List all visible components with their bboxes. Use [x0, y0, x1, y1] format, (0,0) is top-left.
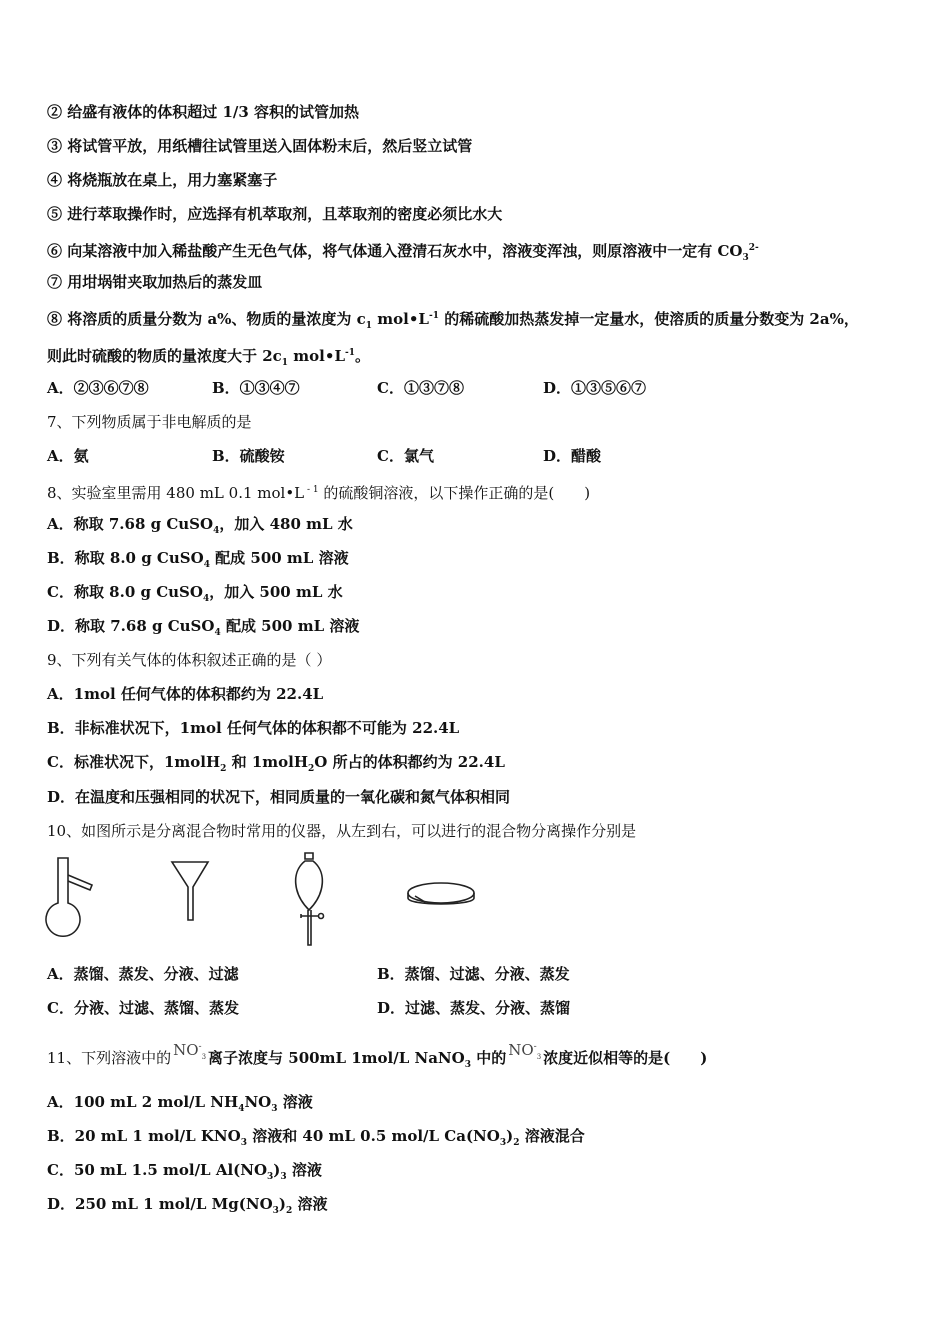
statement-5: ⑤ 进行萃取操作时，应选择有机萃取剂，且萃取剂的密度必须比水大: [47, 205, 503, 223]
q6-option-d[interactable]: D．①③⑤⑥⑦: [543, 379, 647, 397]
q8-option-a[interactable]: [47, 514, 353, 541]
s8-part-b: mol•L: [372, 310, 429, 328]
q8-b1: B．称取 8.0 g CuSO: [47, 549, 204, 567]
statement-8-line1: [47, 306, 859, 336]
q9-c-sub1: 2: [220, 764, 227, 774]
s8-part-e: mol•L: [288, 347, 345, 365]
s8-part-f: 。: [355, 347, 371, 365]
q9-option-a[interactable]: A．1mol 任何气体的体积都约为 22.4L: [47, 685, 324, 703]
q8-option-c[interactable]: [47, 582, 343, 609]
q11-a3: 溶液: [277, 1093, 313, 1111]
q6-option-c[interactable]: C．①③⑦⑧: [377, 379, 464, 397]
q11-c1: C．50 mL 1.5 mol/L Al(NO: [47, 1161, 268, 1179]
q9-option-d[interactable]: D．在温度和压强相同的状况下，相同质量的一氧化碳和氮气体积相同: [47, 788, 511, 806]
q8-stem: [47, 480, 590, 503]
q11-b3: ): [506, 1127, 514, 1145]
q8-c1: C．称取 8.0 g CuSO: [47, 583, 203, 601]
distillation-flask-icon: [40, 855, 100, 940]
s8-part-d: 则此时硫酸的物质的量浓度大于 2c: [47, 347, 282, 365]
statement-7: ⑦ 用坩埚钳夹取加热后的蒸发皿: [47, 273, 263, 291]
q11-option-c[interactable]: [47, 1160, 322, 1187]
nitrate-sup: -: [198, 1042, 202, 1052]
q11-b2: 溶液和 40 mL 0.5 mol/L Ca(NO: [246, 1127, 500, 1145]
q11-d-sub1: 3: [272, 1206, 279, 1216]
q11-a1: A．100 mL 2 mol/L NH: [47, 1093, 239, 1111]
q11-d1: D．250 mL 1 mol/L Mg(NO: [47, 1195, 273, 1213]
q8-a-sub: 4: [213, 526, 220, 536]
q10-option-a[interactable]: A．蒸馏、蒸发、分液、过滤: [47, 965, 239, 983]
q8-c-sub: 4: [202, 594, 210, 604]
q11-d3: 溶液: [292, 1195, 328, 1213]
q11-a2: NO: [244, 1093, 272, 1111]
nitrate-text: NO: [173, 1041, 199, 1059]
q8-a1: A．称取 7.68 g CuSO: [47, 515, 214, 533]
s8-sup1: -1: [428, 311, 439, 321]
q10-option-c[interactable]: C．分液、过滤、蒸馏、蒸发: [47, 999, 239, 1017]
nitrate-sup-2: -: [533, 1042, 537, 1052]
q11-c-sub2: 3: [280, 1172, 287, 1182]
q7-option-a[interactable]: A．氨: [47, 447, 89, 465]
q6-option-b[interactable]: B．①③④⑦: [212, 379, 300, 397]
q11-c3: 溶液: [286, 1161, 322, 1179]
funnel-icon: [168, 858, 213, 924]
q11-c-sub1: 3: [267, 1172, 274, 1182]
q8-b2: 配成 500 mL 溶液: [209, 549, 349, 567]
q8-stem-sup: - 1: [304, 485, 319, 495]
separatory-funnel-icon: [287, 850, 333, 948]
q8-d1: D．称取 7.68 g CuSO: [47, 617, 215, 635]
q9-stem: 9、下列有关气体的体积叙述正确的是（ ）: [47, 651, 332, 669]
q11-option-a[interactable]: [47, 1092, 313, 1119]
statement-4: ④ 将烧瓶放在桌上，用力塞紧塞子: [47, 171, 278, 189]
statement-6: [47, 238, 759, 268]
q8-c2: ，加入 500 mL 水: [209, 583, 343, 601]
q11-a-sub2: 3: [271, 1104, 278, 1114]
q8-option-d[interactable]: [47, 616, 359, 643]
s8-sup2: -1: [345, 348, 355, 358]
statement-8-line2: [47, 343, 370, 373]
q9-option-c[interactable]: [47, 752, 505, 779]
q7-option-c[interactable]: C．氯气: [377, 447, 434, 465]
q8-a2: ，加入 480 mL 水: [219, 515, 353, 533]
nitrate-ion-figure-2: [508, 1037, 541, 1067]
q11-stem-c: 中的: [470, 1049, 507, 1067]
q8-d-sub: 4: [214, 628, 221, 638]
q9-c1: C．标准状况下，1molH: [47, 753, 221, 771]
q11-b4: 溶液混合: [519, 1127, 585, 1145]
nitrate-sub: 3: [201, 1053, 207, 1061]
q8-stem-b: 的硫酸铜溶液，以下操作正确的是( ): [318, 484, 591, 502]
statement-2: ② 给盛有液体的体积超过 1/3 容积的试管加热: [47, 103, 360, 121]
q11-b1: B．20 mL 1 mol/L KNO: [47, 1127, 241, 1145]
q9-c3: O 所占的体积都约为 22.4L: [314, 753, 505, 771]
q11-c2: ): [273, 1161, 281, 1179]
q8-stem-a: 8、实验室里需用 480 mL 0.1 mol•L: [47, 484, 305, 502]
nitrate-ion-figure: [173, 1037, 206, 1067]
q11-d-sub2: 2: [286, 1206, 293, 1216]
q11-option-d[interactable]: [47, 1194, 328, 1221]
s8-part-c: 的稀硫酸加热蒸发掉一定量水，使溶质的质量分数变为 2a%，: [438, 310, 859, 328]
q11-stem-b: 离子浓度与 500mL 1mol/L NaNO: [208, 1049, 465, 1067]
evaporating-dish-icon: [403, 876, 479, 914]
q11-stem-d: 浓度近似相等的是( ): [543, 1049, 708, 1067]
statement-6-sub: 3: [742, 253, 749, 263]
statement-3: ③ 将试管平放，用纸槽往试管里送入固体粉末后，然后竖立试管: [47, 137, 473, 155]
q6-option-a[interactable]: A．②③⑥⑦⑧: [47, 379, 149, 397]
q9-option-b[interactable]: B．非标准状况下，1mol 任何气体的体积都不可能为 22.4L: [47, 719, 460, 737]
s8-sub1: 1: [365, 321, 373, 331]
q10-option-d[interactable]: D．过滤、蒸发、分液、蒸馏: [377, 999, 571, 1017]
nitrate-sub-2: 3: [536, 1053, 542, 1061]
q11-b-sub3: 2: [513, 1138, 520, 1148]
q9-c2: 和 1molH: [226, 753, 309, 771]
q11-stem-sub: 3: [464, 1060, 471, 1070]
statement-6-text: ⑥ 向某溶液中加入稀盐酸产生无色气体，将气体通入澄清石灰水中，溶液变浑浊，则原溶液中一定有 CO: [47, 242, 743, 260]
s8-sub2: 1: [281, 358, 289, 368]
statement-6-sup: 2-: [748, 243, 759, 253]
q9-c-sub2: 2: [308, 764, 315, 774]
q11-stem: [47, 1041, 708, 1075]
s8-part-a: ⑧ 将溶质的质量分数为 a%、物质的量浓度为 c: [47, 310, 366, 328]
q10-stem: 10、如图所示是分离混合物时常用的仪器，从左到右，可以进行的混合物分离操作分别是: [47, 822, 637, 840]
q8-d2: 配成 500 mL 溶液: [220, 617, 360, 635]
q11-b-sub2: 3: [499, 1138, 507, 1148]
q11-option-b[interactable]: [47, 1126, 585, 1153]
q7-option-d[interactable]: D．醋酸: [543, 447, 602, 465]
q7-stem: 7、下列物质属于非电解质的是: [47, 413, 252, 431]
q7-option-b[interactable]: B．硫酸铵: [212, 447, 285, 465]
q8-option-b[interactable]: [47, 548, 349, 575]
nitrate-text-2: NO: [508, 1041, 534, 1059]
q11-b-sub1: 3: [240, 1138, 247, 1148]
q8-b-sub: 4: [203, 560, 210, 570]
q11-a-sub1: 4: [238, 1104, 245, 1114]
q10-option-b[interactable]: B．蒸馏、过滤、分液、蒸发: [377, 965, 570, 983]
q11-stem-a: 11、下列溶液中的: [47, 1049, 172, 1067]
q11-d2: ): [278, 1195, 287, 1213]
